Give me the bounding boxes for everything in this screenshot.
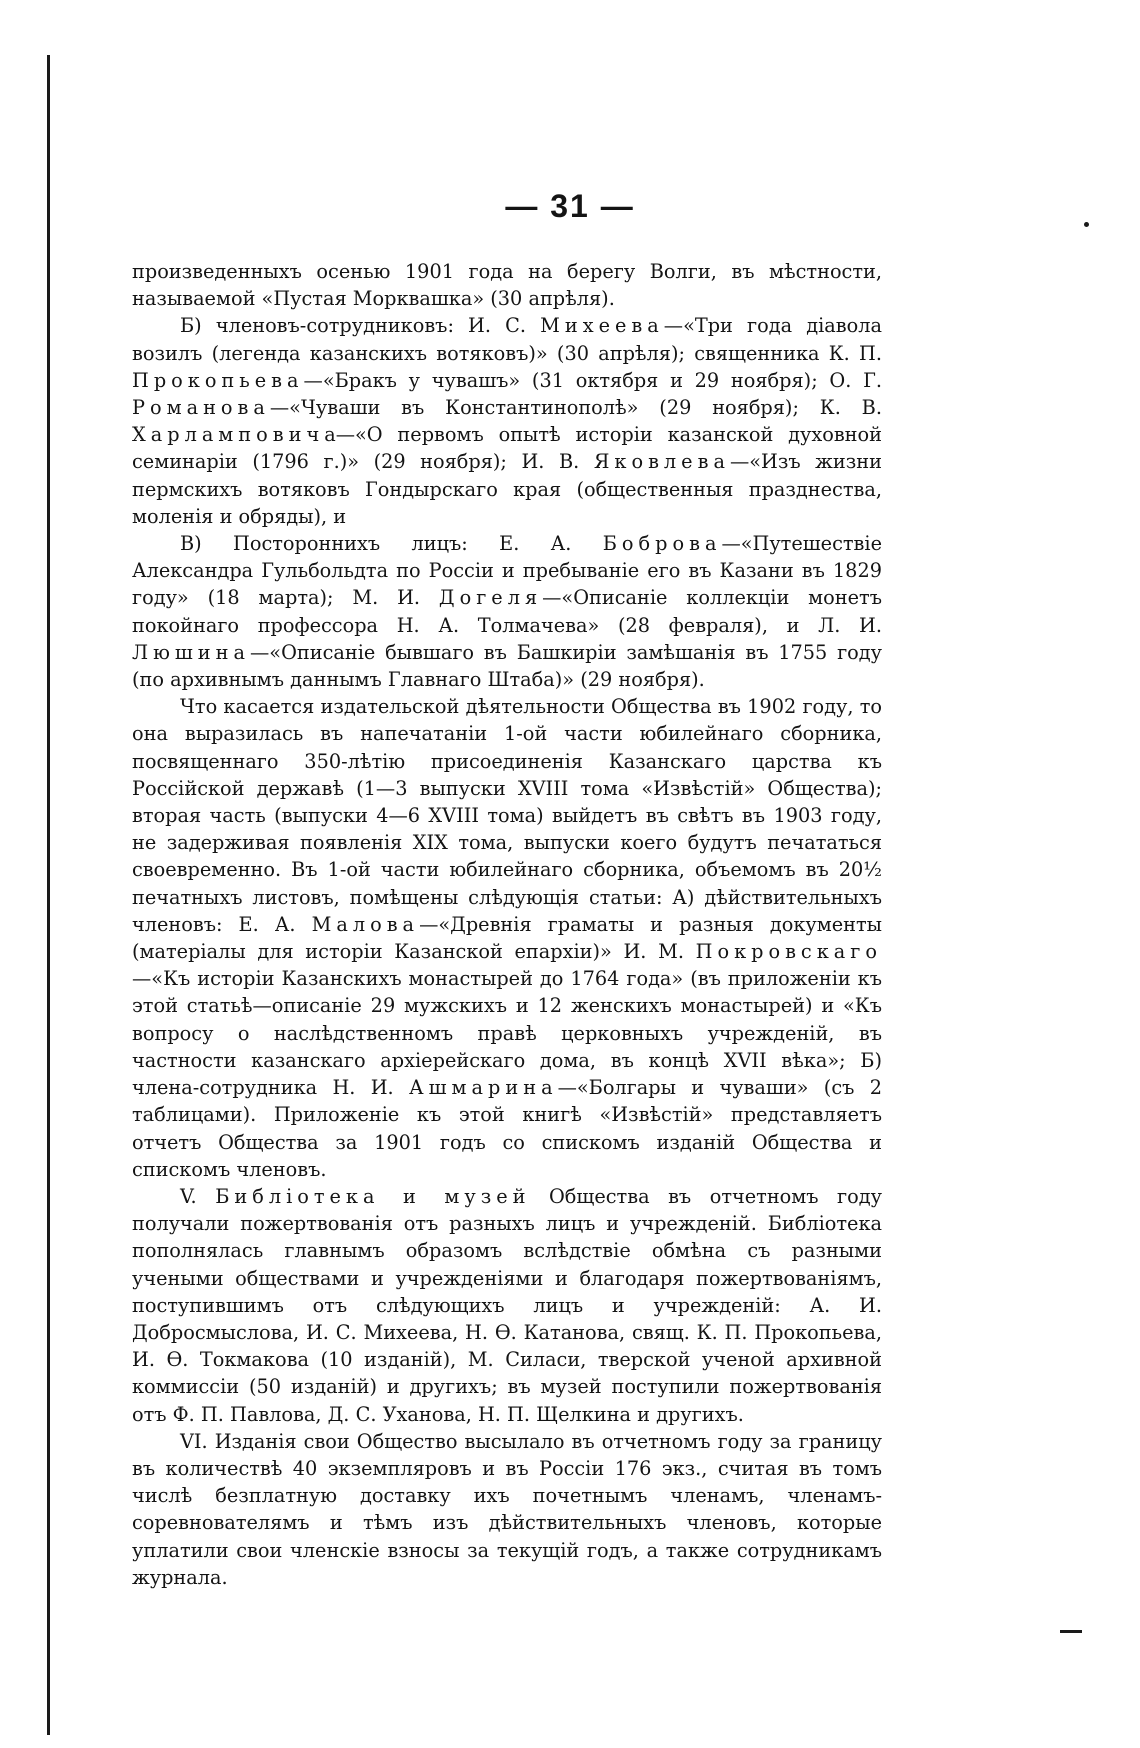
text-run: а—«О первомъ опытѣ исторіи казанской духовной семинаріи (1796 г.)» (29 ноября); И. В. <box>132 423 882 474</box>
author-name: Люшина <box>132 640 250 664</box>
author-name: Боброва <box>602 532 722 556</box>
author-name: Прокопьева <box>132 368 304 392</box>
text-run: —«Изъ жизни пермскихъ вотяковъ Гондырскаго края (общественныя празднества, моленія и обряды), и <box>132 450 882 528</box>
scan-mark <box>1060 1630 1082 1633</box>
text-run: произведенныхъ осенью 1901 года на берегу Волги, въ мѣстности, называемой «Пустая Морквашка» (30 апрѣля). <box>132 260 882 311</box>
paragraph-continuation <box>132 258 882 312</box>
text-run: В) Постороннихъ лицъ: Е. А. <box>180 532 603 556</box>
body-text <box>132 258 882 1591</box>
text-run: —«Путешествіе Александра Гульбольдта по Россіи и пребываніе его въ Казани въ 1829 году» (18 марта); М. И. <box>132 532 882 610</box>
text-run: Б) членовъ-сотрудниковъ: И. С. <box>180 314 541 338</box>
paragraph-members-contributors <box>132 312 882 530</box>
author-name: Яковлева <box>593 450 730 474</box>
page-number: — 31 — <box>505 188 635 224</box>
text-run: —«Къ исторіи Казанскихъ монастырей до 1764 года» (въ приложеніи къ этой статьѣ—описаніе 29 мужскихъ и 12 женскихъ монастырей) и «Къ вопросу о наслѣдственномъ правѣ церковныхъ учрежденій, въ частности казанскаго архіерейскаго дома, въ концѣ XVII вѣка»; Б) члена-сотрудника Н. И. <box>132 967 882 1100</box>
text-run: VI. Изданія свои Общество высылало въ отчетномъ году за границу въ количествѣ 40 экземпляровъ и въ Россіи 176 экз., считая въ томъ числѣ безплатную доставку ихъ почетнымъ членамъ, членамъ-соревнователямъ и тѣмъ изъ дѣйствительныхъ членовъ, которые уплатили свои членскіе взносы за текущій годъ, а также сотрудникамъ журнала. <box>132 1429 882 1589</box>
text-run: Общества въ отчетномъ году получали пожертвованія отъ разныхъ лицъ и учрежденій. Библіотека пополнялась главнымъ образомъ вслѣдствіе обмѣна съ разными учеными обществами и учрежденіями и благодаря пожертвованіямъ, поступившимъ отъ слѣдующихъ лицъ и учрежденій: А. И. Добросмыслова, И. С. Михеева, Н. Ѳ. Катанова, свящ. К. П. Прокопьева, И. Ѳ. Токмакова (10 изданій), М. Силаси, тверской ученой архивной коммиссіи (50 изданій) и другихъ; въ музей поступили пожертвованія отъ Ф. П. Павлова, Д. С. Уханова, Н. П. Щелкина и другихъ. <box>132 1184 882 1426</box>
text-run: V. <box>180 1184 216 1208</box>
text-run: —«Древнія граматы и разныя документы (матеріалы для исторіи Казанской епархіи)» И. М. <box>132 912 883 964</box>
author-name: Ашмарина <box>409 1076 558 1100</box>
author-name: Малова <box>311 912 420 936</box>
author-name: Харлампович <box>132 423 325 447</box>
text-run: —«Бракъ у чувашъ» (31 октября и 29 ноября); О. Г. <box>303 368 882 392</box>
author-name: Догеля <box>438 586 543 610</box>
text-run: —«Описаніе бывшаго въ Башкиріи замѣшанія въ 1755 году (по архивнымъ даннымъ Главнаго Штаба)» (29 ноября). <box>132 640 882 692</box>
text-run: —«Три года діавола возилъ (легенда казанскихъ вотяковъ)» (30 апрѣля); священника К. П. <box>132 314 882 365</box>
author-name: Покровскаго <box>695 940 882 964</box>
text-run: —«Болгары и чуваши» (съ 2 таблицами). Приложеніе къ этой книгѣ «Извѣстій» представляетъ отчетъ Общества за 1901 годъ со спискомъ изданій Общества и спискомъ членовъ. <box>132 1076 882 1181</box>
text-run: —«Чуваши въ Константинополѣ» (29 ноября); К. В. <box>269 396 882 420</box>
paragraph-publishing <box>132 693 882 1183</box>
text-run: Что касается издательской дѣятельности Общества въ 1902 году, то она выразилась въ напечатаніи 1-ой части юбилейнаго сборника, посвященнаго 350-лѣтію присоединенія Казанскаго царства къ Россійской державѣ (1—3 выпуски XVIII тома «Извѣстій» Общества); вторая часть (выпуски 4—6 XVIII тома) выйдетъ въ свѣтъ въ 1903 году, не задерживая появленія XIX тома, выпуски коего будутъ печататься своевременно. Въ 1-ой части юбилейнаго сборника, объемомъ въ 20½ печатныхъ листовъ, помѣщены слѣдующія статьи: А) дѣйствительныхъ членовъ: Е. А. <box>132 695 882 936</box>
paragraph-library-museum <box>132 1183 882 1428</box>
text-run: —«Описаніе коллекціи монетъ покойнаго профессора Н. А. Толмачева» (28 февраля), и Л. И. <box>132 586 882 637</box>
paragraph-outside-persons <box>132 530 882 693</box>
author-name: Михеева <box>540 314 664 338</box>
paragraph-distribution <box>132 1428 882 1591</box>
author-name: Романова <box>132 396 270 420</box>
section-heading: Библіотека и музей <box>215 1184 531 1208</box>
binding-edge-line <box>47 55 50 1735</box>
